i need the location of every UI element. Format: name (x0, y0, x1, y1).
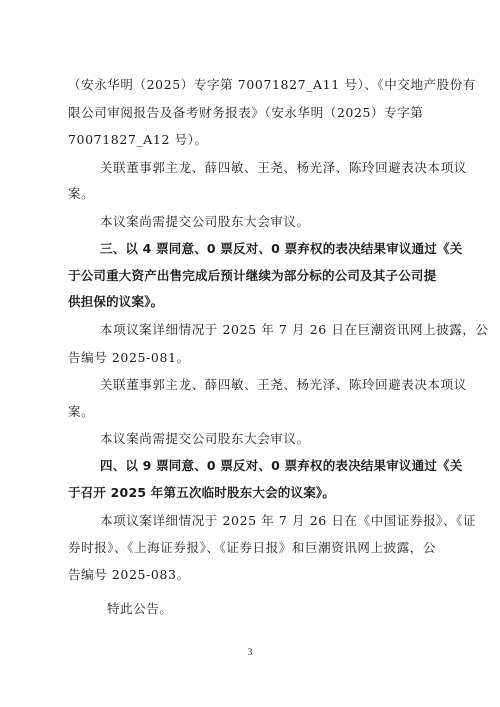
para5-line1: 关联董事郭主龙、薛四敏、王尧、杨光泽、陈玲回避表决本项议 (100, 377, 467, 392)
closing-text: 特此公告。 (107, 601, 173, 616)
page-number: 3 (247, 647, 253, 657)
para4-line2: 告编号 2025-081。 (68, 350, 190, 365)
resolution3-line3: 供担保的议案》。 (68, 294, 164, 309)
para7-line2: 券时报》、《上海证券报》、《证券日报》和巨潮资讯网上披露，公 (68, 540, 437, 555)
para2-line1: 关联董事郭主龙、薛四敏、王尧、杨光泽、陈玲回避表决本项议 (100, 160, 467, 175)
para2-line2: 案。 (68, 186, 95, 201)
para1-line1: （安永华明（2025）专字第 70071827_A11 号）、《中交地产股份有 (68, 77, 476, 92)
para5-line2: 案。 (68, 404, 95, 419)
para3-line1: 本议案尚需提交公司股东大会审议。 (100, 214, 310, 229)
resolution3-line1: 三、以 4 票同意、0 票反对、0 票弃权的表决结果审议通过《关 (100, 241, 463, 256)
para1-line3: 70071827_A12 号）。 (68, 132, 208, 147)
para6-line1: 本议案尚需提交公司股东大会审议。 (100, 431, 310, 446)
resolution3-line2: 于公司重大资产出售完成后预计继续为部分标的公司及其子公司提 (68, 268, 437, 283)
para4-line1: 本项议案详细情况于 2025 年 7 月 26 日在巨潮资讯网上披露，公 (100, 322, 489, 337)
para7-line3: 告编号 2025-083。 (68, 567, 190, 582)
para1-line2: 限公司审阅报告及备考财务报表》（安永华明（2025）专字第 (68, 105, 424, 120)
resolution4-line1: 四、以 9 票同意、0 票反对、0 票弃权的表决结果审议通过《关 (100, 458, 463, 473)
resolution4-line2: 于召开 2025 年第五次临时股东大会的议案》。 (68, 485, 336, 500)
para7-line1: 本项议案详细情况于 2025 年 7 月 26 日在《中国证券报》、《证 (100, 513, 477, 528)
